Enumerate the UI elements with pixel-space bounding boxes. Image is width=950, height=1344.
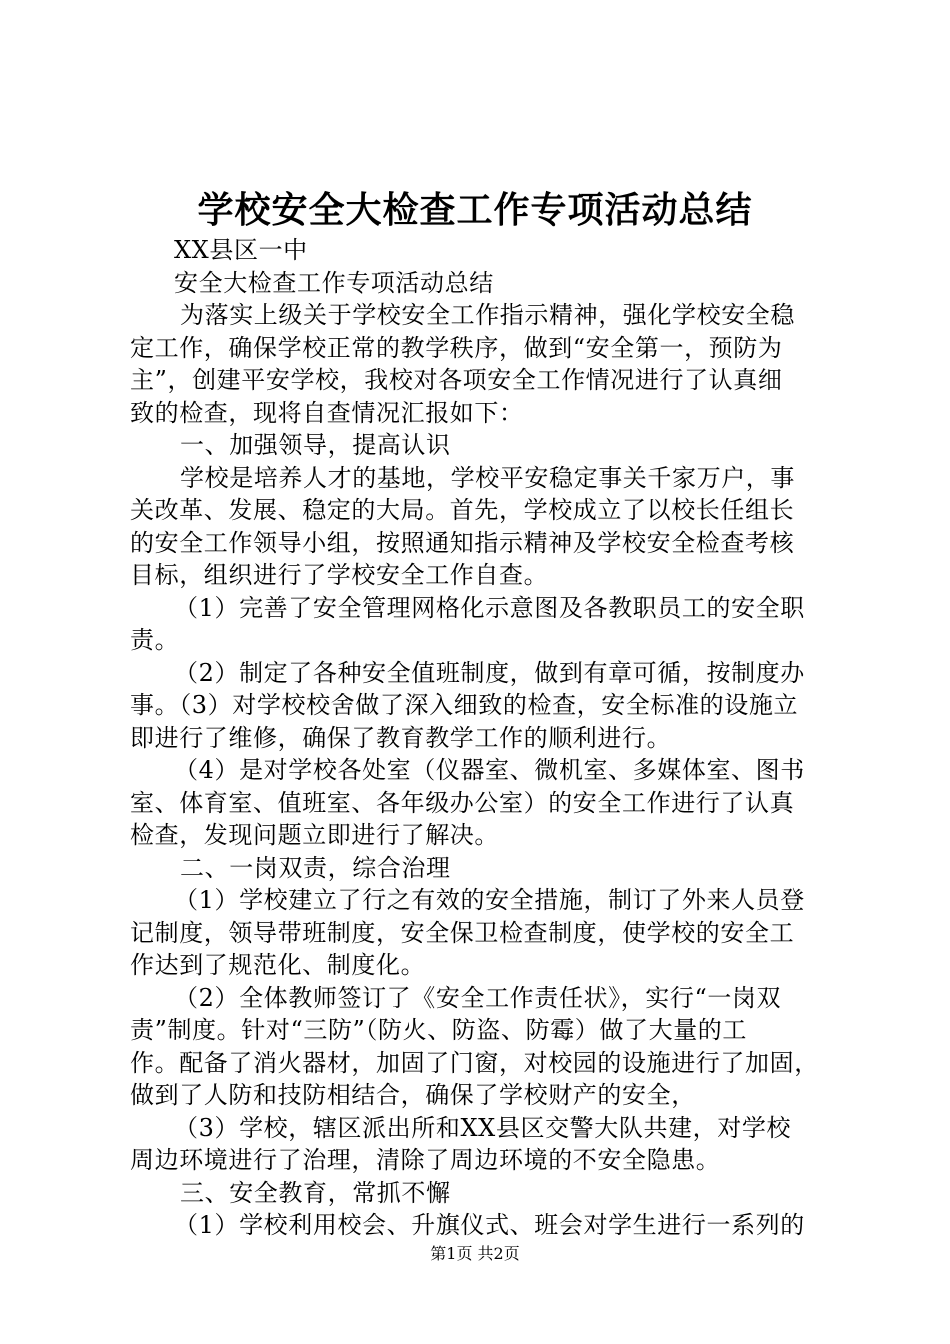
body-line: 致的检查，现将自查情况汇报如下： [130, 398, 524, 427]
body-line: 责。 [130, 626, 180, 654]
body-line: 事。（3）对学校校舍做了深入细致的检查，安全标准的设施立 [130, 691, 799, 719]
body-line: 室、体育室、值班室、各年级办公室）的安全工作进行了认真 [130, 788, 795, 817]
body-line: 为落实上级关于学校安全工作指示精神，强化学校安全稳 [180, 301, 795, 329]
body-line: （1）完善了安全管理网格化示意图及各教职员工的安全职 [174, 593, 805, 622]
body-line: 责”制度。针对“三防”（防火、防盗、防霉）做了大量的工 [130, 1016, 748, 1044]
body-line: XX县区一中 [174, 236, 308, 264]
body-line: 安全大检查工作专项活动总结 [174, 268, 494, 297]
body-line: 主”，创建平安学校，我校对各项安全工作情况进行了认真细 [130, 366, 783, 394]
body-line: （1）学校利用校会、升旗仪式、班会对学生进行一系列的 [174, 1211, 805, 1239]
body-line: 即进行了维修，确保了教育教学工作的顺利进行。 [130, 723, 672, 752]
body-line: （2）全体教师签订了《安全工作责任状》，实行“一岗双 [174, 983, 782, 1012]
body-line: 三、安全教育，常抓不懈 [180, 1178, 451, 1207]
body-line: 作达到了规范化、制度化。 [130, 951, 426, 979]
body-line: 周边环境进行了治理，清除了周边环境的不安全隐患。 [130, 1146, 721, 1174]
body-line: （3）学校，辖区派出所和XX县区交警大队共建，对学校 [174, 1113, 792, 1142]
body-line: （2）制定了各种安全值班制度，做到有章可循，按制度办 [174, 658, 805, 687]
document-title: 学校安全大检查工作专项活动总结 [197, 189, 753, 231]
document-body [130, 234, 830, 1242]
body-line: 学校是培养人才的基地，学校平安稳定事关千家万户，事 [180, 463, 795, 492]
body-line: 记制度，领导带班制度，安全保卫检查制度，使学校的安全工 [130, 918, 795, 947]
body-line: 一、加强领导，提高认识 [180, 431, 451, 459]
body-line: 关改革、发展、稳定的大局。首先，学校成立了以校长任组长 [130, 496, 795, 524]
body-line: 定工作，确保学校正常的教学秩序，做到“安全第一，预防为 [130, 333, 783, 362]
body-line: （4）是对学校各处室（仪器室、微机室、多媒体室、图书 [174, 756, 805, 784]
page-footer: 第1页 共2页 [430, 1244, 520, 1263]
body-line: 检查，发现问题立即进行了解决。 [130, 821, 499, 849]
body-line: 的安全工作领导小组，按照通知指示精神及学校安全检查考核 [130, 528, 795, 557]
body-line: 二、一岗双责，综合治理 [180, 853, 451, 882]
body-line: （1）学校建立了行之有效的安全措施，制订了外来人员登 [174, 886, 805, 914]
body-line: 目标，组织进行了学校安全工作自查。 [130, 561, 549, 589]
body-line: 做到了人防和技防相结合，确保了学校财产的安全， [130, 1081, 696, 1109]
body-line: 作。配备了消火器材，加固了门窗，对校园的设施进行了加固， [130, 1048, 819, 1077]
